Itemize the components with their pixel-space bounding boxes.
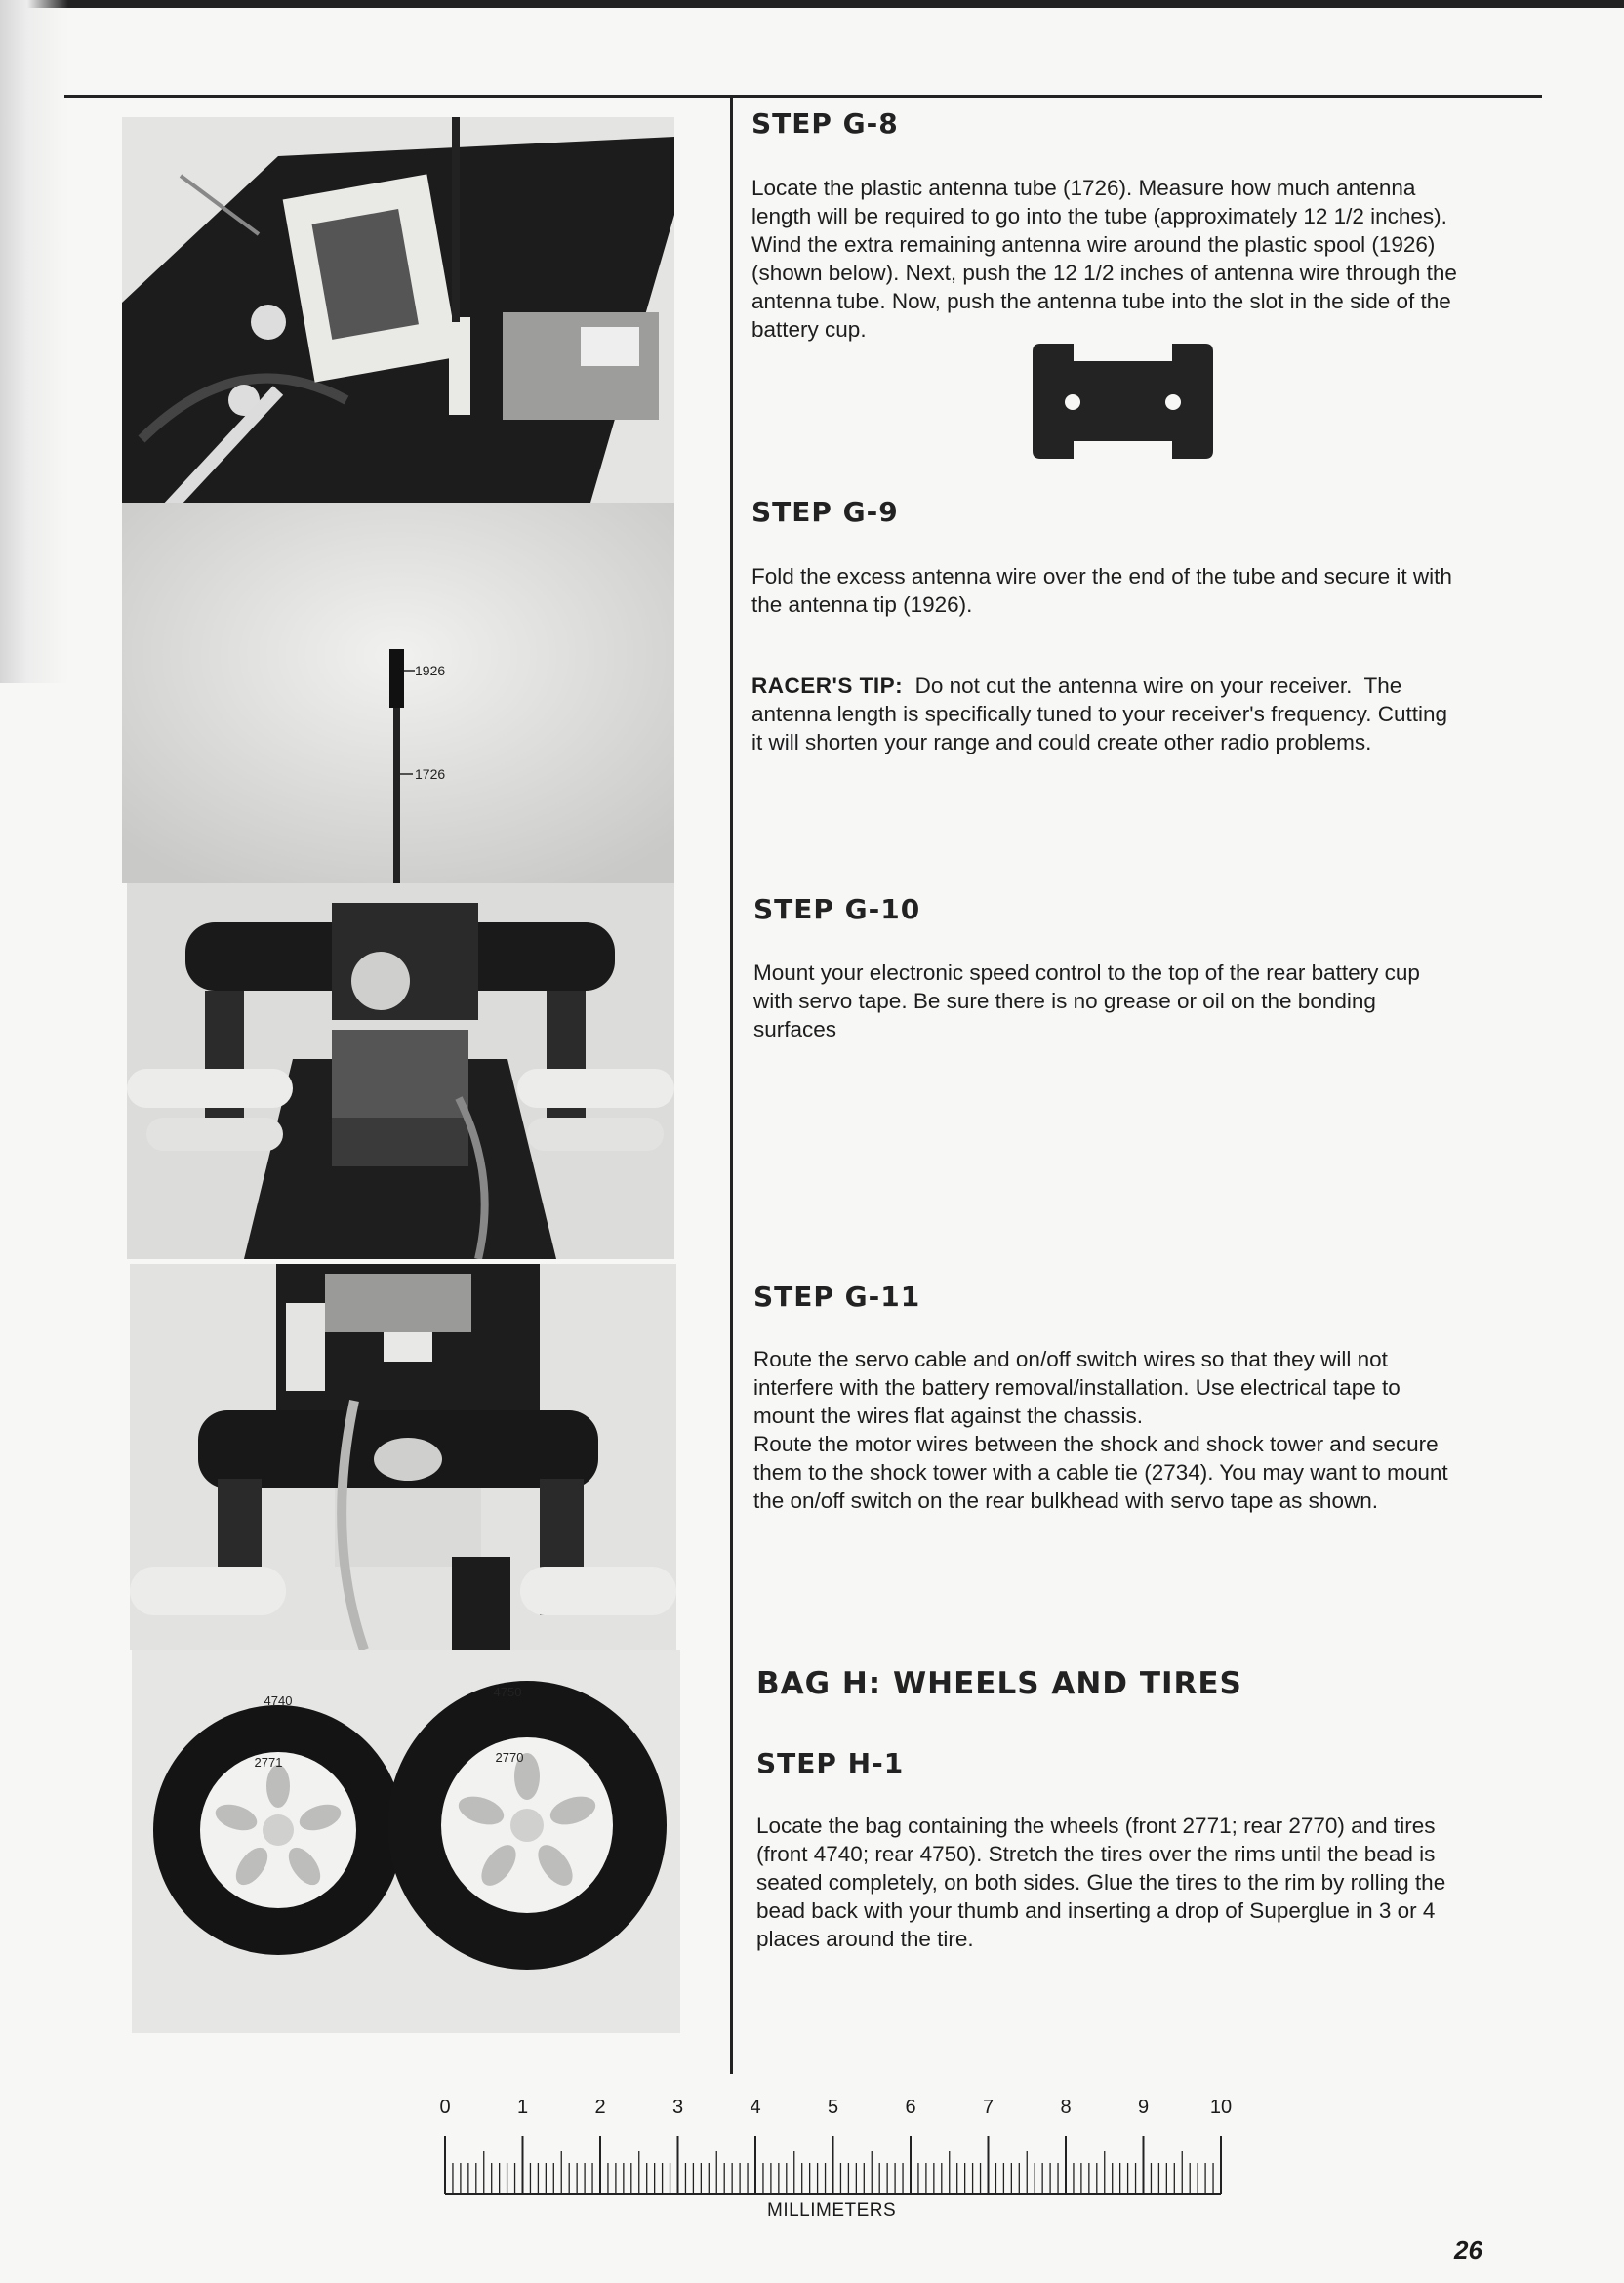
step-g8-line: (shown below). Next, push the 12 1/2 inches of antenna wire through the bbox=[751, 261, 1457, 285]
step-h1-text bbox=[756, 1812, 1445, 1953]
ruler-number: 1 bbox=[516, 2097, 529, 2118]
step-g9-line: Fold the excess antenna wire over the end of the tube and secure it with bbox=[751, 564, 1452, 589]
photo-speed-control bbox=[127, 883, 674, 1259]
step-g10-line: Mount your electronic speed control to the top of the rear battery cup bbox=[753, 960, 1420, 985]
label-1726: 1726 bbox=[415, 766, 446, 782]
column-divider bbox=[730, 98, 733, 2074]
ruler-number: 7 bbox=[982, 2097, 995, 2118]
ruler-label: MILLIMETERS bbox=[767, 2200, 897, 2221]
step-h1-line: Locate the bag containing the wheels (front 2771; rear 2770) and tires bbox=[756, 1814, 1436, 1838]
step-h1-line: seated completely, on both sides. Glue the tires to the rim by rolling the bbox=[756, 1870, 1446, 1895]
racers-tip-label: RACER'S TIP: bbox=[751, 673, 904, 698]
racers-tip-line: antenna length is specifically tuned to your receiver's frequency. Cutting bbox=[751, 702, 1448, 726]
step-g10-line: with servo tape. Be sure there is no grease or oil on the bonding bbox=[753, 989, 1376, 1013]
ruler-number: 4 bbox=[750, 2097, 761, 2118]
label-1926: 1926 bbox=[415, 663, 446, 678]
scan-edge bbox=[0, 0, 1624, 8]
photo-antenna-chassis bbox=[122, 117, 674, 503]
step-g11-line: the on/off switch on the rear bulkhead with servo tape as shown. bbox=[753, 1488, 1378, 1513]
ruler-number: 8 bbox=[1060, 2097, 1072, 2118]
page-number: 26 bbox=[1454, 2235, 1482, 2264]
step-g10-line: surfaces bbox=[753, 1017, 837, 1041]
ruler-number: 6 bbox=[905, 2097, 916, 2118]
step-g8-line: Wind the extra remaining antenna wire around the plastic spool (1926) bbox=[751, 232, 1436, 257]
step-g10-title: STEP G-10 bbox=[753, 893, 921, 925]
ruler-number: 5 bbox=[827, 2097, 839, 2118]
ruler-number: 3 bbox=[671, 2097, 684, 2118]
step-h1-title: STEP H-1 bbox=[756, 1747, 905, 1779]
ruler-number: 2 bbox=[594, 2097, 606, 2118]
ruler-number: 0 bbox=[439, 2097, 451, 2118]
label-4740: 4740 bbox=[264, 1693, 293, 1708]
step-g11-line: mount the wires flat against the chassis. bbox=[753, 1404, 1143, 1428]
millimeter-ruler bbox=[437, 2097, 1233, 2223]
racers-tip-line: it will shorten your range and could create other radio problems. bbox=[751, 730, 1372, 754]
label-2771: 2771 bbox=[254, 1755, 283, 1770]
step-g11-line: Route the servo cable and on/off switch wires so that they will not bbox=[753, 1347, 1388, 1371]
step-g10-text bbox=[753, 958, 1420, 1043]
label-4750: 4750 bbox=[493, 1685, 522, 1699]
step-g11-line: interfere with the battery removal/installation. Use electrical tape to bbox=[753, 1375, 1401, 1400]
racers-tip bbox=[751, 672, 1447, 756]
step-g8-line: length will be required to go into the tube (approximately 12 1/2 inches). bbox=[751, 204, 1447, 228]
photo-wire-routing bbox=[130, 1264, 676, 1650]
photo-wheels-tires bbox=[132, 1650, 680, 2033]
step-g11-line: Route the motor wires between the shock and shock tower and secure bbox=[753, 1432, 1439, 1456]
step-g8-title: STEP G-8 bbox=[751, 107, 899, 140]
scan-shadow bbox=[0, 0, 68, 683]
step-g8-text bbox=[751, 174, 1457, 344]
racers-tip-line: Do not cut the antenna wire on your receiver. The bbox=[903, 673, 1402, 698]
step-g9-line: the antenna tip (1926). bbox=[751, 592, 973, 617]
step-g9-title: STEP G-9 bbox=[751, 496, 899, 528]
step-g11-line: them to the shock tower with a cable tie (2734). You may want to mount bbox=[753, 1460, 1448, 1485]
step-g9-text bbox=[751, 562, 1452, 619]
step-h1-line: bead back with your thumb and inserting a drop of Superglue in 3 or 4 bbox=[756, 1898, 1436, 1923]
antenna-spool-icon bbox=[1033, 344, 1213, 459]
top-rule bbox=[64, 95, 1542, 98]
photo-antenna-tube bbox=[122, 503, 674, 883]
step-g8-line: Locate the plastic antenna tube (1726). Measure how much antenna bbox=[751, 176, 1416, 200]
bag-h-heading: BAG H: WHEELS AND TIRES bbox=[756, 1666, 1242, 1701]
step-g8-line: battery cup. bbox=[751, 317, 867, 342]
step-g11-text bbox=[753, 1345, 1448, 1515]
label-2770: 2770 bbox=[495, 1750, 524, 1765]
step-g8-line: antenna tube. Now, push the antenna tube into the slot in the side of the bbox=[751, 289, 1451, 313]
step-h1-line: (front 4740; rear 4750). Stretch the tires over the rims until the bead is bbox=[756, 1842, 1436, 1866]
step-h1-line: places around the tire. bbox=[756, 1927, 974, 1951]
ruler-number: 10 bbox=[1209, 2097, 1233, 2118]
step-g11-title: STEP G-11 bbox=[753, 1281, 921, 1313]
ruler-number: 9 bbox=[1137, 2097, 1150, 2118]
